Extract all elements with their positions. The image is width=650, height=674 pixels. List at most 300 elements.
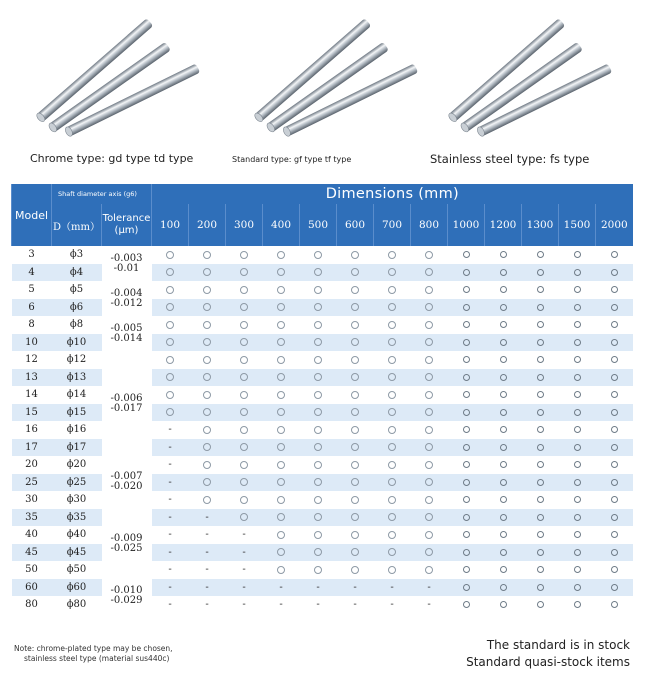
availability-cell [300, 526, 337, 544]
tolerance-upper: -0.005 [110, 322, 143, 334]
quasi-stock-circle-icon [611, 496, 618, 503]
quasi-stock-circle-icon [574, 391, 581, 398]
availability-cell [374, 386, 411, 404]
availability-cell [263, 526, 300, 544]
model-cell: 15 [12, 404, 52, 422]
availability-cell [300, 509, 337, 527]
quasi-stock-circle-icon [611, 514, 618, 521]
availability-cell [152, 491, 189, 509]
not-available-mark: - [242, 599, 246, 611]
shaft-diameter-header: Shaft diameter axis (g6) [52, 184, 152, 204]
availability-cell [559, 439, 596, 457]
availability-cell [374, 561, 411, 579]
in-stock-circle-icon [240, 338, 248, 346]
length-header: 800 [411, 204, 448, 246]
availability-cell [596, 544, 633, 562]
quasi-stock-circle-icon [500, 269, 507, 276]
availability-cell [226, 526, 263, 544]
quasi-stock-circle-icon [574, 549, 581, 556]
availability-cell [485, 596, 522, 614]
availability-cell [448, 544, 485, 562]
availability-cell [411, 439, 448, 457]
not-available-mark: - [205, 581, 209, 593]
model-cell: 12 [12, 351, 52, 369]
table-row [12, 246, 633, 264]
quasi-stock-circle-icon [574, 426, 581, 433]
quasi-stock-circle-icon [537, 391, 544, 398]
in-stock-circle-icon [314, 268, 322, 276]
in-stock-circle-icon [388, 303, 396, 311]
availability-cell [300, 264, 337, 282]
product-standard [218, 0, 418, 180]
in-stock-circle-icon [240, 443, 248, 451]
not-available-mark: - [390, 599, 394, 611]
in-stock-circle-icon [351, 268, 359, 276]
in-stock-circle-icon [314, 408, 322, 416]
availability-cell [448, 246, 485, 264]
availability-cell [411, 421, 448, 439]
availability-cell [411, 351, 448, 369]
in-stock-circle-icon [388, 391, 396, 399]
diameter-cell: ϕ6 [52, 299, 102, 317]
availability-cell [522, 456, 559, 474]
quasi-stock-circle-icon [537, 549, 544, 556]
in-stock-circle-icon [425, 286, 433, 294]
quasi-stock-circle-icon [500, 356, 507, 363]
model-cell: 60 [12, 579, 52, 597]
availability-cell [448, 474, 485, 492]
product-caption: Chrome type: gd type td type [30, 152, 194, 165]
availability-cell [337, 281, 374, 299]
quasi-stock-circle-icon [463, 409, 470, 416]
length-header: 2000 [596, 204, 633, 246]
availability-cell [596, 474, 633, 492]
product-caption: Stainless steel type: fs type [430, 152, 590, 166]
not-available-mark: - [242, 546, 246, 558]
in-stock-circle-icon [166, 286, 174, 294]
availability-cell [374, 281, 411, 299]
availability-cell [263, 369, 300, 387]
quasi-stock-circle-icon [574, 269, 581, 276]
availability-cell [226, 561, 263, 579]
model-cell: 35 [12, 509, 52, 527]
availability-cell [337, 334, 374, 352]
in-stock-circle-icon [388, 548, 396, 556]
model-cell: 8 [12, 316, 52, 334]
availability-cell [448, 369, 485, 387]
availability-cell [226, 351, 263, 369]
availability-cell [337, 264, 374, 282]
in-stock-circle-icon [277, 321, 285, 329]
in-stock-circle-icon [351, 548, 359, 556]
in-stock-circle-icon [240, 461, 248, 469]
availability-cell [522, 386, 559, 404]
availability-cell [596, 596, 633, 614]
diameter-cell: ϕ14 [52, 386, 102, 404]
quasi-stock-circle-icon [500, 444, 507, 451]
in-stock-circle-icon [314, 251, 322, 259]
availability-cell [485, 246, 522, 264]
in-stock-circle-icon [240, 478, 248, 486]
in-stock-circle-icon [425, 566, 433, 574]
availability-cell [448, 264, 485, 282]
quasi-stock-circle-icon [537, 339, 544, 346]
availability-cell [263, 404, 300, 422]
diameter-cell: ϕ20 [52, 456, 102, 474]
availability-cell [374, 579, 411, 597]
in-stock-circle-icon [277, 251, 285, 259]
availability-cell [411, 369, 448, 387]
availability-cell [189, 561, 226, 579]
in-stock-circle-icon [166, 303, 174, 311]
in-stock-circle-icon [240, 251, 248, 259]
availability-cell [596, 386, 633, 404]
in-stock-circle-icon [166, 268, 174, 276]
availability-cell [411, 264, 448, 282]
in-stock-circle-icon [203, 268, 211, 276]
model-cell: 3 [12, 246, 52, 264]
in-stock-circle-icon [277, 338, 285, 346]
quasi-stock-circle-icon [574, 356, 581, 363]
availability-cell [411, 579, 448, 597]
diameter-cell: ϕ17 [52, 439, 102, 457]
not-available-mark: - [205, 546, 209, 558]
availability-cell [411, 526, 448, 544]
not-available-mark: - [168, 546, 172, 558]
availability-cell [411, 474, 448, 492]
not-available-mark: - [168, 529, 172, 541]
quasi-stock-circle-icon [463, 461, 470, 468]
availability-cell [189, 246, 226, 264]
availability-cell [596, 561, 633, 579]
in-stock-circle-icon [166, 391, 174, 399]
availability-cell [559, 404, 596, 422]
model-cell: 17 [12, 439, 52, 457]
in-stock-circle-icon [351, 391, 359, 399]
in-stock-circle-icon [203, 356, 211, 364]
in-stock-circle-icon [388, 566, 396, 574]
availability-cell [485, 474, 522, 492]
availability-cell [559, 509, 596, 527]
availability-cell [337, 491, 374, 509]
in-stock-circle-icon [277, 303, 285, 311]
availability-cell [189, 474, 226, 492]
quasi-stock-circle-icon [500, 391, 507, 398]
not-available-mark: - [205, 529, 209, 541]
availability-cell [226, 439, 263, 457]
in-stock-circle-icon [314, 286, 322, 294]
availability-cell [448, 404, 485, 422]
in-stock-circle-icon [388, 513, 396, 521]
stainless-rods-image [432, 10, 612, 140]
availability-cell [485, 334, 522, 352]
not-available-mark: - [427, 581, 431, 593]
in-stock-circle-icon [203, 478, 211, 486]
availability-cell [374, 544, 411, 562]
tolerance-cell [102, 316, 152, 351]
tolerance-lower: -0.029 [110, 595, 143, 606]
availability-cell [152, 369, 189, 387]
availability-cell [559, 491, 596, 509]
availability-cell [522, 509, 559, 527]
in-stock-circle-icon [277, 548, 285, 556]
availability-cell [374, 351, 411, 369]
availability-cell [448, 299, 485, 317]
tolerance-lower: -0.012 [110, 297, 143, 309]
availability-cell [485, 456, 522, 474]
quasi-stock-circle-icon [611, 461, 618, 468]
quasi-stock-circle-icon [537, 304, 544, 311]
availability-cell [374, 246, 411, 264]
in-stock-circle-icon [314, 303, 322, 311]
in-stock-circle-icon [277, 566, 285, 574]
availability-cell [411, 561, 448, 579]
in-stock-circle-icon [425, 251, 433, 259]
quasi-stock-circle-icon [574, 304, 581, 311]
availability-cell [596, 579, 633, 597]
quasi-stock-circle-icon [574, 601, 581, 608]
in-stock-circle-icon [351, 566, 359, 574]
availability-cell [411, 596, 448, 614]
availability-cell [559, 369, 596, 387]
availability-cell [374, 474, 411, 492]
quasi-stock-circle-icon [500, 409, 507, 416]
availability-cell [522, 491, 559, 509]
availability-cell [300, 596, 337, 614]
availability-cell [263, 509, 300, 527]
availability-cell [152, 246, 189, 264]
not-available-mark: - [168, 494, 172, 506]
not-available-mark: - [353, 581, 357, 593]
tolerance-upper: -0.007 [110, 471, 143, 483]
quasi-stock-circle-icon [463, 496, 470, 503]
in-stock-circle-icon [425, 408, 433, 416]
availability-cell [337, 404, 374, 422]
in-stock-circle-icon [351, 531, 359, 539]
availability-cell [485, 316, 522, 334]
availability-cell [411, 316, 448, 334]
availability-cell [152, 544, 189, 562]
availability-cell [152, 351, 189, 369]
availability-cell [559, 281, 596, 299]
availability-cell [374, 596, 411, 614]
availability-cell [374, 439, 411, 457]
availability-cell [300, 299, 337, 317]
in-stock-circle-icon [425, 531, 433, 539]
footnote [14, 644, 173, 664]
quasi-stock-circle-icon [537, 584, 544, 591]
availability-cell [411, 386, 448, 404]
availability-cell [485, 561, 522, 579]
diameter-cell: ϕ30 [52, 491, 102, 509]
quasi-stock-circle-icon [500, 461, 507, 468]
in-stock-circle-icon [388, 461, 396, 469]
availability-cell [485, 579, 522, 597]
quasi-stock-circle-icon [463, 304, 470, 311]
availability-cell [522, 526, 559, 544]
quasi-stock-circle-icon [500, 514, 507, 521]
quasi-stock-circle-icon [463, 251, 470, 258]
availability-cell [485, 544, 522, 562]
availability-cell [596, 264, 633, 282]
availability-cell [448, 526, 485, 544]
quasi-stock-circle-icon [463, 391, 470, 398]
quasi-stock-circle-icon [574, 444, 581, 451]
table-row [12, 351, 633, 369]
quasi-stock-circle-icon [500, 531, 507, 538]
in-stock-circle-icon [203, 251, 211, 259]
availability-cell [485, 264, 522, 282]
in-stock-circle-icon [203, 321, 211, 329]
not-available-mark: - [316, 581, 320, 593]
length-header: 400 [263, 204, 300, 246]
in-stock-circle-icon [351, 373, 359, 381]
in-stock-circle-icon [351, 443, 359, 451]
table-row [12, 579, 633, 597]
diameter-cell: ϕ15 [52, 404, 102, 422]
availability-cell [189, 404, 226, 422]
in-stock-circle-icon [425, 321, 433, 329]
in-stock-circle-icon [240, 321, 248, 329]
length-header: 1300 [522, 204, 559, 246]
availability-cell [448, 509, 485, 527]
availability-cell [189, 509, 226, 527]
availability-cell [337, 579, 374, 597]
availability-cell [337, 299, 374, 317]
model-cell: 5 [12, 281, 52, 299]
quasi-stock-circle-icon [463, 339, 470, 346]
quasi-stock-circle-icon [611, 426, 618, 433]
availability-cell [448, 491, 485, 509]
in-stock-circle-icon [203, 303, 211, 311]
availability-cell [300, 404, 337, 422]
availability-cell [226, 509, 263, 527]
length-header: 100 [152, 204, 189, 246]
availability-cell [559, 246, 596, 264]
quasi-stock-circle-icon [463, 374, 470, 381]
quasi-stock-circle-icon [463, 584, 470, 591]
tolerance-cell [102, 456, 152, 509]
availability-cell [596, 316, 633, 334]
availability-cell [374, 404, 411, 422]
quasi-stock-circle-icon [574, 531, 581, 538]
availability-cell [337, 316, 374, 334]
tolerance-upper: -0.004 [110, 287, 143, 299]
in-stock-circle-icon [351, 321, 359, 329]
availability-cell [152, 264, 189, 282]
availability-cell [522, 439, 559, 457]
quasi-stock-circle-icon [574, 461, 581, 468]
in-stock-circle-icon [425, 391, 433, 399]
in-stock-circle-icon [203, 496, 211, 504]
availability-cell [226, 491, 263, 509]
in-stock-circle-icon [203, 461, 211, 469]
availability-cell [152, 316, 189, 334]
in-stock-circle-icon [240, 268, 248, 276]
availability-cell [522, 281, 559, 299]
availability-cell [226, 246, 263, 264]
in-stock-circle-icon [314, 478, 322, 486]
availability-cell [300, 281, 337, 299]
tolerance-upper: -0.006 [110, 392, 143, 404]
quasi-stock-circle-icon [611, 549, 618, 556]
availability-cell [337, 544, 374, 562]
in-stock-circle-icon [388, 531, 396, 539]
model-cell: 13 [12, 369, 52, 387]
model-cell: 30 [12, 491, 52, 509]
in-stock-circle-icon [314, 391, 322, 399]
availability-cell [300, 579, 337, 597]
availability-cell [300, 456, 337, 474]
in-stock-circle-icon [240, 303, 248, 311]
availability-cell [559, 264, 596, 282]
legend [466, 637, 630, 671]
availability-cell [263, 281, 300, 299]
length-header: 200 [189, 204, 226, 246]
availability-cell [522, 544, 559, 562]
availability-cell [152, 404, 189, 422]
availability-cell [263, 299, 300, 317]
availability-cell [596, 526, 633, 544]
availability-cell [226, 596, 263, 614]
in-stock-circle-icon [166, 321, 174, 329]
diameter-cell: ϕ60 [52, 579, 102, 597]
in-stock-circle-icon [277, 268, 285, 276]
not-available-mark: - [316, 599, 320, 611]
in-stock-circle-icon [203, 338, 211, 346]
tolerance-cell [102, 579, 152, 614]
quasi-stock-circle-icon [500, 251, 507, 258]
table-row [12, 456, 633, 474]
in-stock-circle-icon [277, 373, 285, 381]
dimensions-table [11, 184, 633, 614]
availability-cell [559, 474, 596, 492]
availability-cell [226, 386, 263, 404]
quasi-stock-circle-icon [611, 566, 618, 573]
availability-cell [411, 509, 448, 527]
availability-cell [300, 386, 337, 404]
availability-cell [263, 264, 300, 282]
quasi-stock-circle-icon [611, 304, 618, 311]
availability-cell [596, 369, 633, 387]
availability-cell [485, 439, 522, 457]
availability-cell [189, 544, 226, 562]
quasi-stock-circle-icon [537, 321, 544, 328]
availability-cell [152, 421, 189, 439]
quasi-stock-circle-icon [537, 566, 544, 573]
not-available-mark: - [168, 476, 172, 488]
diameter-cell: ϕ40 [52, 526, 102, 544]
in-stock-circle-icon [203, 373, 211, 381]
availability-cell [596, 456, 633, 474]
availability-cell [263, 596, 300, 614]
in-stock-circle-icon [388, 496, 396, 504]
in-stock-circle-icon [425, 443, 433, 451]
in-stock-circle-icon [166, 356, 174, 364]
product-stainless [412, 0, 612, 180]
diameter-cell: ϕ12 [52, 351, 102, 369]
in-stock-circle-icon [388, 443, 396, 451]
in-stock-circle-icon [166, 338, 174, 346]
availability-cell [559, 579, 596, 597]
availability-cell [337, 439, 374, 457]
diameter-cell: ϕ25 [52, 474, 102, 492]
in-stock-circle-icon [277, 531, 285, 539]
quasi-stock-circle-icon [537, 531, 544, 538]
quasi-stock-circle-icon [463, 321, 470, 328]
in-stock-circle-icon [314, 531, 322, 539]
availability-cell [596, 334, 633, 352]
